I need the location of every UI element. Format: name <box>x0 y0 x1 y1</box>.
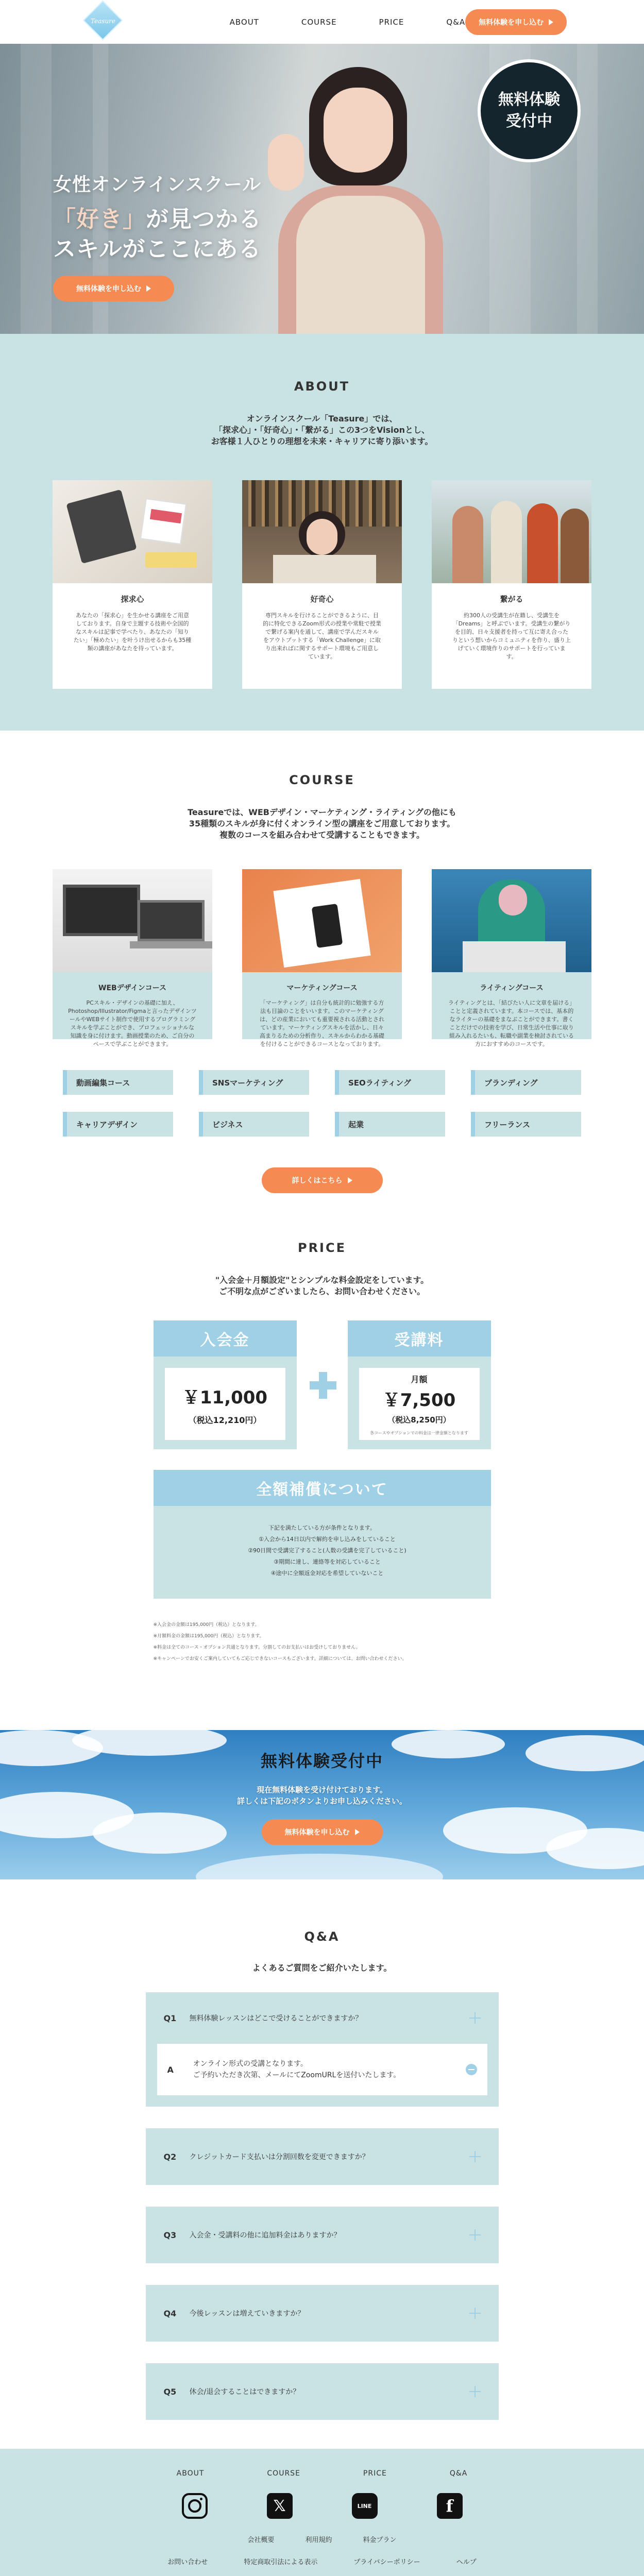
footer-link[interactable]: ヘルプ <box>456 2558 477 2566</box>
course-card-text: 「マーケティング」は自分も統計的に勉強する方法も目論のことをいいます。このマーケティングは、どの産業においても重要視される活動とされています。マーケティングスキルを活かし、日々高まりるための分析作り、スキルからわかる基礎を付けることができるコースとなっております。 <box>260 999 384 1047</box>
qa-question: 入会金・受講料の他に追加料金はありますか？ <box>189 2231 341 2240</box>
course-cards <box>0 869 644 1047</box>
about-card <box>242 480 402 689</box>
hero-trial-button[interactable] <box>53 276 174 301</box>
trial-button-label: 無料体験を申し込む <box>284 1828 350 1837</box>
qa-answer <box>157 2044 487 2095</box>
qa-question: 今後レッスンは増えていきますか？ <box>189 2310 305 2318</box>
course-photo-marketing <box>242 869 402 972</box>
plus-icon <box>469 2386 481 2397</box>
footer-links-row-2 <box>0 2556 644 2566</box>
monthly-fee-note: 各コースやオプションでの料金は一律金額となります <box>370 1431 468 1435</box>
nav-about[interactable]: ABOUT <box>229 17 259 27</box>
course-tags <box>0 1070 644 1137</box>
trial-section <box>0 1730 644 1879</box>
footer-link[interactable]: お問い合わせ <box>167 2558 208 2566</box>
minus-icon[interactable] <box>466 2064 477 2075</box>
about-card <box>432 480 591 689</box>
monthly-label: 月額 <box>411 1375 428 1384</box>
qa-answer-label: A <box>167 2064 174 2075</box>
course-card-web[interactable] <box>53 869 212 1047</box>
qa-question: クレジットカード支払いは分割回数を変更できますか？ <box>189 2153 369 2161</box>
about-cards <box>0 480 644 689</box>
nav-qa[interactable]: Q&A <box>446 17 466 27</box>
course-lead-3: 複数のコースを組み合わせて受講することもできます。 <box>219 830 425 840</box>
hero-headline-quote: 「好き」 <box>53 206 146 232</box>
hero-bg-building <box>577 44 598 334</box>
price-boxes <box>154 1320 491 1449</box>
price-note: ※キャンペーンでお安くご案内していてもご応じできないコースもございます。詳細については、お問い合わせください。 <box>153 1656 407 1662</box>
qa-item <box>146 1992 499 2107</box>
guarantee-box <box>154 1470 491 1599</box>
trial-text <box>0 1784 644 1807</box>
qa-item <box>146 2128 499 2185</box>
entry-fee-tax: （税込12,210円） <box>188 1415 262 1425</box>
nav-course[interactable]: COURSE <box>301 17 337 27</box>
hero-photo-woman <box>268 67 453 334</box>
qa-list <box>146 1992 499 2420</box>
arrow-right-icon <box>146 285 151 292</box>
footer-nav-course[interactable]: COURSE <box>267 2469 300 2478</box>
qa-question-toggle[interactable] <box>146 2207 499 2263</box>
qa-lead: よくあるご質問をご紹介いたします。 <box>252 1963 392 1973</box>
course-section <box>0 731 644 1220</box>
about-card-title: 探求心 <box>121 595 144 604</box>
about-photo-desk <box>53 480 212 583</box>
entry-fee-box <box>154 1320 297 1449</box>
arrow-right-icon <box>549 19 553 25</box>
course-tag[interactable]: 動画編集コース <box>63 1070 173 1095</box>
guarantee-condition: ②90日間で受講完了すること(人数の受講を完了していること) <box>248 1547 406 1554</box>
qa-section <box>0 1879 644 2449</box>
about-photo-friends <box>432 480 591 583</box>
arrow-right-icon <box>355 1829 360 1835</box>
course-tag[interactable]: ブランディング <box>471 1070 581 1095</box>
trial-text-1: 現在無料体験を受け付けております。 <box>257 1785 387 1794</box>
course-photo-laptop <box>53 869 212 972</box>
course-lead <box>0 807 644 841</box>
course-card-text: ライティングとは、「結びたい人に文章を届ける」ことと定義されています。本コースでは、基本的なライターの基礎をまなぶことができます。書くことだけでの技術を学び、日常生活や仕事に取り組み入れるたいも、転職や副業を検討されている方におすすめのコースです。 <box>448 999 575 1047</box>
about-card-title: 好奇心 <box>310 595 334 604</box>
about-title: ABOUT <box>294 379 350 394</box>
course-card-text: PCスキル・デザインの基礎に加え、Photoshop/Illustrator/Figmaと言ったデザインツールやWEBサイト制作で使用するプログラミングスキルを学ぶことができ、プロフェッショナルな知識を身に付けます。動画授業のため、ご自分のペースで学ぶことができます。 <box>68 999 197 1047</box>
footer-nav-qa[interactable]: Q&A <box>449 2469 468 2478</box>
hero-headline-2: スキルがここにある <box>53 236 262 262</box>
course-title: COURSE <box>289 773 355 787</box>
course-tag[interactable]: SEOライティング <box>335 1070 445 1095</box>
plus-icon <box>310 1372 336 1399</box>
course-card-title: WEBデザインコース <box>98 984 166 992</box>
about-photo-library <box>242 480 402 583</box>
footer-link[interactable]: 料金プラン <box>363 2536 397 2544</box>
trial-text-2: 詳しくは下記のボタンよりお申し込みください。 <box>236 1797 407 1806</box>
footer-sns <box>0 2493 644 2519</box>
footer-link[interactable]: プライバシーポリシー <box>353 2558 420 2566</box>
qa-item <box>146 2207 499 2263</box>
about-card-text: あなたの「探求心」を生かせる講座をご用意しております。自身で主題する技術や全国的なスキルは記事で学べたり、あなたの「知りたい」「極めたい」を叶うけ出せるからも35種類の講座があなたを待っています。 <box>73 612 192 652</box>
arrow-right-icon <box>348 1177 352 1183</box>
guarantee-condition: ①入会から14日以内で解約を申し込みをしていること <box>259 1536 396 1543</box>
course-lead-1: Teasureでは、WEBデザイン・マーケティング・ライティングの他にも <box>188 807 456 817</box>
qa-number: Q4 <box>163 2308 177 2318</box>
header-trial-button[interactable] <box>465 9 567 35</box>
plus-icon <box>469 2012 481 2024</box>
hero <box>0 44 644 334</box>
price-note: ※入会金の金額は195,000円（税込）となります。 <box>153 1622 260 1628</box>
course-tag[interactable]: SNSマーケティング <box>199 1070 309 1095</box>
price-lead-1: "入会金＋月額設定"とシンプルな料金設定をしています。 <box>215 1275 429 1285</box>
about-lead-2: 「探求心」・「好奇心」・「繋がる」この3つをVisionとし、 <box>214 425 430 435</box>
price-section <box>0 1220 644 1730</box>
price-note: ※料金は全てのコース・オプション共通となります。分割してのお支払いはお受けしておりません。 <box>153 1645 361 1650</box>
about-card <box>53 480 212 689</box>
monthly-fee-head: 受講料 <box>348 1320 491 1357</box>
qa-question-toggle[interactable] <box>146 1992 499 2044</box>
cloud-shape <box>196 1854 443 1879</box>
hero-headline <box>53 205 262 264</box>
qa-title: Q&A <box>304 1929 340 1944</box>
facebook-icon[interactable]: f <box>437 2493 463 2519</box>
guarantee-condition: ④途中に全額返金対応を希望していないこと <box>270 1570 384 1577</box>
entry-fee-head: 入会金 <box>154 1320 297 1357</box>
course-lead-2: 35種類のスキルが身に付くオンライン型の講座をご用意しております。 <box>189 819 455 828</box>
trial-button[interactable] <box>262 1819 383 1845</box>
footer-nav-price[interactable]: PRICE <box>363 2469 387 2478</box>
plus-icon <box>469 2151 481 2162</box>
course-tag[interactable]: 起業 <box>335 1112 445 1137</box>
course-photo-writing <box>432 869 591 972</box>
qa-number: Q5 <box>163 2386 177 2397</box>
qa-item <box>146 2285 499 2342</box>
site-header <box>0 0 644 44</box>
price-notes <box>154 1619 491 1665</box>
course-card-title: マーケティングコース <box>286 984 358 992</box>
qa-item <box>146 2363 499 2420</box>
header-trial-label: 無料体験を申し込む <box>479 18 544 27</box>
instagram-icon[interactable] <box>182 2493 208 2519</box>
badge-line-2: 受付中 <box>506 112 552 130</box>
line-icon[interactable] <box>352 2493 378 2519</box>
course-tag[interactable]: ビジネス <box>199 1112 309 1137</box>
about-lead-3: お客様１人ひとりの理想を未来・キャリアに寄り添います。 <box>211 436 433 446</box>
about-section <box>0 334 644 731</box>
price-title: PRICE <box>297 1241 346 1255</box>
logo-text: Teasure <box>90 18 116 25</box>
footer-links-row-1 <box>0 2534 644 2544</box>
footer-link[interactable]: 利用規約 <box>305 2536 332 2544</box>
qa-number: Q3 <box>163 2230 177 2240</box>
badge-line-1: 無料体験 <box>498 91 560 109</box>
logo[interactable] <box>77 5 119 39</box>
about-card-text: 約300人の受講生が在籍し、受講生を「Dreams」と呼ぶでいます。受講生の繋がりを目的、日々支援者を持って互に寄え合ったりという想いからコミュニティを作り、盛り上げていく環境作りのサポートを行っています。 <box>452 612 571 660</box>
course-card-writing[interactable] <box>432 869 591 1047</box>
qa-answer-text-1: オンライン形式の受講となります。 <box>193 2060 308 2068</box>
line-icon-label: LINE <box>357 2502 372 2510</box>
entry-fee-amount: ￥11,000 <box>182 1387 268 1408</box>
price-lead-2: ご不明な点がございましたら、お問い合わせください。 <box>218 1286 425 1296</box>
hero-bg-building <box>21 44 52 334</box>
x-icon[interactable]: 𝕏 <box>267 2493 293 2519</box>
qa-number: Q2 <box>163 2151 177 2162</box>
hero-headline-1: が見つかる <box>146 206 262 232</box>
nav-price[interactable]: PRICE <box>379 17 404 27</box>
monthly-fee-box <box>348 1320 491 1449</box>
price-lead <box>0 1275 644 1297</box>
about-card-text: 専門スキルを行けることができるように、目的に特化できるZoom形式の授業や常駐で授業で繋げる案内を通して、講座で学んだスキルをアウトプットする「Work Challenge」に取り出来ればに関するサポート環境もご用意しています。 <box>263 612 381 660</box>
monthly-fee-amount: ￥7,500 <box>382 1390 456 1411</box>
trial-title: 無料体験受付中 <box>260 1751 383 1771</box>
about-card-title: 繋がる <box>500 595 523 604</box>
course-card-title: ライティングコース <box>480 984 544 992</box>
qa-question-toggle[interactable] <box>146 2363 499 2420</box>
guarantee-head: 全額補償について <box>154 1470 491 1506</box>
guarantee-intro: 下記を満たしている方が条件となります。 <box>268 1524 376 1531</box>
course-tag[interactable]: キャリアデザイン <box>63 1112 173 1137</box>
footer-link[interactable]: 会社概要 <box>247 2536 275 2544</box>
plus-icon <box>469 2229 481 2241</box>
hero-subtitle: 女性オンラインスクール <box>53 174 262 195</box>
site-footer <box>0 2449 644 2576</box>
qa-question: 無料体験レッスンはどこで受けることができますか？ <box>189 2014 363 2023</box>
qa-question: 休会/退会することはできますか？ <box>189 2388 300 2396</box>
qa-number: Q1 <box>163 2013 177 2023</box>
course-card-marketing[interactable] <box>242 869 402 1047</box>
footer-nav <box>0 2469 644 2478</box>
course-tag[interactable]: フリーランス <box>471 1112 581 1137</box>
about-lead <box>0 413 644 447</box>
footer-nav-about[interactable]: ABOUT <box>176 2469 205 2478</box>
guarantee-condition: ③期間に達し、連絡等を対応していること <box>274 1558 381 1565</box>
monthly-fee-tax: （税込8,250円） <box>387 1415 451 1425</box>
qa-answer-text-2: ご予約いただき次第、メールにてZoomURLを送付いたします。 <box>193 2071 401 2079</box>
hero-trial-label: 無料体験を申し込む <box>76 285 141 293</box>
plus-icon <box>469 2308 481 2319</box>
course-detail-button[interactable] <box>262 1167 383 1193</box>
main-nav <box>230 18 466 27</box>
about-lead-1: オンラインスクール「Teasure」では、 <box>246 414 398 423</box>
footer-link[interactable]: 特定商取引法による表示 <box>244 2558 318 2566</box>
course-detail-label: 詳しくはこちら <box>292 1177 343 1185</box>
trial-badge <box>478 59 581 162</box>
price-note: ※月額料金の金額は195,000円（税込）となります。 <box>153 1634 264 1639</box>
qa-question-toggle[interactable] <box>146 2128 499 2185</box>
qa-question-toggle[interactable] <box>146 2285 499 2342</box>
